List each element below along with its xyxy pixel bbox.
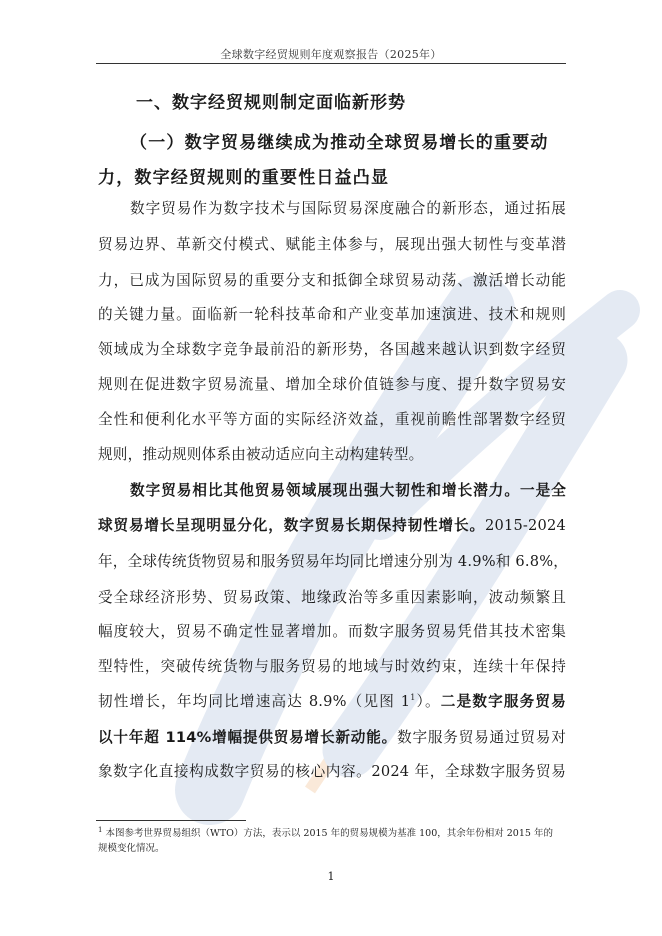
para1-line: 数字贸易作为数字技术与国际贸易深度融合的新形态，通过拓展 xyxy=(130,200,566,217)
para1-line: 规则，推动规则体系由被动适应向主动构建转型。 xyxy=(98,446,424,463)
para1-line: 的关键力量。面临新一轮科技革命和产业变革加速演进、技术和规则 xyxy=(98,306,566,323)
para1-line: 力，已成为国际贸易的重要分支和抵御全球贸易动荡、激活增长动能 xyxy=(98,272,566,289)
para2-line: 型特性，突破传统货物与服务贸易的地域与时效约束，连续十年保持 xyxy=(98,658,566,675)
para2-line: 数字贸易相比其他贸易领域展现出强大韧性和增长潜力。一是全 xyxy=(130,482,566,499)
footnote-rule xyxy=(96,820,246,821)
para1-line: 贸易边界、革新交付模式、赋能主体参与，展现出强大韧性与变革潜 xyxy=(98,236,566,253)
para1-line: 规则在促进数字贸易流量、增加全球价值链参与度、提升数字贸易安 xyxy=(98,376,566,393)
text-run: ）。 xyxy=(415,693,441,710)
footnote-mark: 1 xyxy=(98,825,103,834)
bold-phrase: 二是数字服务贸易 xyxy=(440,693,566,710)
running-header: 全球数字经贸规则年度观察报告（2025年） xyxy=(220,48,442,61)
para2-line xyxy=(98,692,566,712)
para2-line xyxy=(98,516,566,536)
bold-phrase: 以十年超 114%增幅提供贸易增长新动能。 xyxy=(98,729,398,746)
footnote-ref[interactable]: 1 xyxy=(410,693,416,703)
subsection-heading-line-2: 力，数字经贸规则的重要性日益凸显 xyxy=(98,168,390,188)
subsection-heading-line-1: （一）数字贸易继续成为推动全球贸易增长的重要动 xyxy=(130,133,549,153)
footnote-line-1 xyxy=(98,826,566,841)
text-run: 数字服务贸易通过贸易对 xyxy=(397,729,567,746)
para2-line: 象数字化直接构成数字贸易的核心内容。2024 年，全球数字服务贸易 xyxy=(98,763,566,780)
para1-line: 领域成为全球数字竞争最前沿的新形势，各国越来越认识到数字经贸 xyxy=(98,341,566,358)
text-run: 韧性增长，年均同比增速高达 8.9%（见图 1 xyxy=(98,693,411,710)
text-run: 2015-2024 xyxy=(484,517,566,534)
bold-phrase: 球贸易增长呈现明显分化，数字贸易长期保持韧性增长。 xyxy=(98,517,485,534)
para2-line: 受全球经济形势、贸易政策、地缘政治等多重因素影响，波动频繁且 xyxy=(98,589,566,606)
para1-line: 全性和便利化水平等方面的实际经济效益，重视前瞻性部署数字经贸 xyxy=(98,411,566,428)
footnote-line-2: 规模变化情况。 xyxy=(98,843,165,854)
section-heading: 一、数字经贸规则制定面临新形势 xyxy=(136,93,406,113)
footnote-text: 本图参考世界贸易组织（WTO）方法，表示以 2015 年的贸易规模为基准 100，其余年份相对 2015 年的 xyxy=(102,828,553,839)
para2-line xyxy=(98,728,566,748)
para2-line: 幅度较大，贸易不确定性显著增加。而数字服务贸易凭借其技术密集 xyxy=(98,623,566,640)
page-number: 1 xyxy=(327,870,335,883)
para2-line: 年，全球传统货物贸易和服务贸易年均同比增速分别为 4.9%和 6.8%， xyxy=(98,553,569,570)
header-rule xyxy=(96,63,566,64)
